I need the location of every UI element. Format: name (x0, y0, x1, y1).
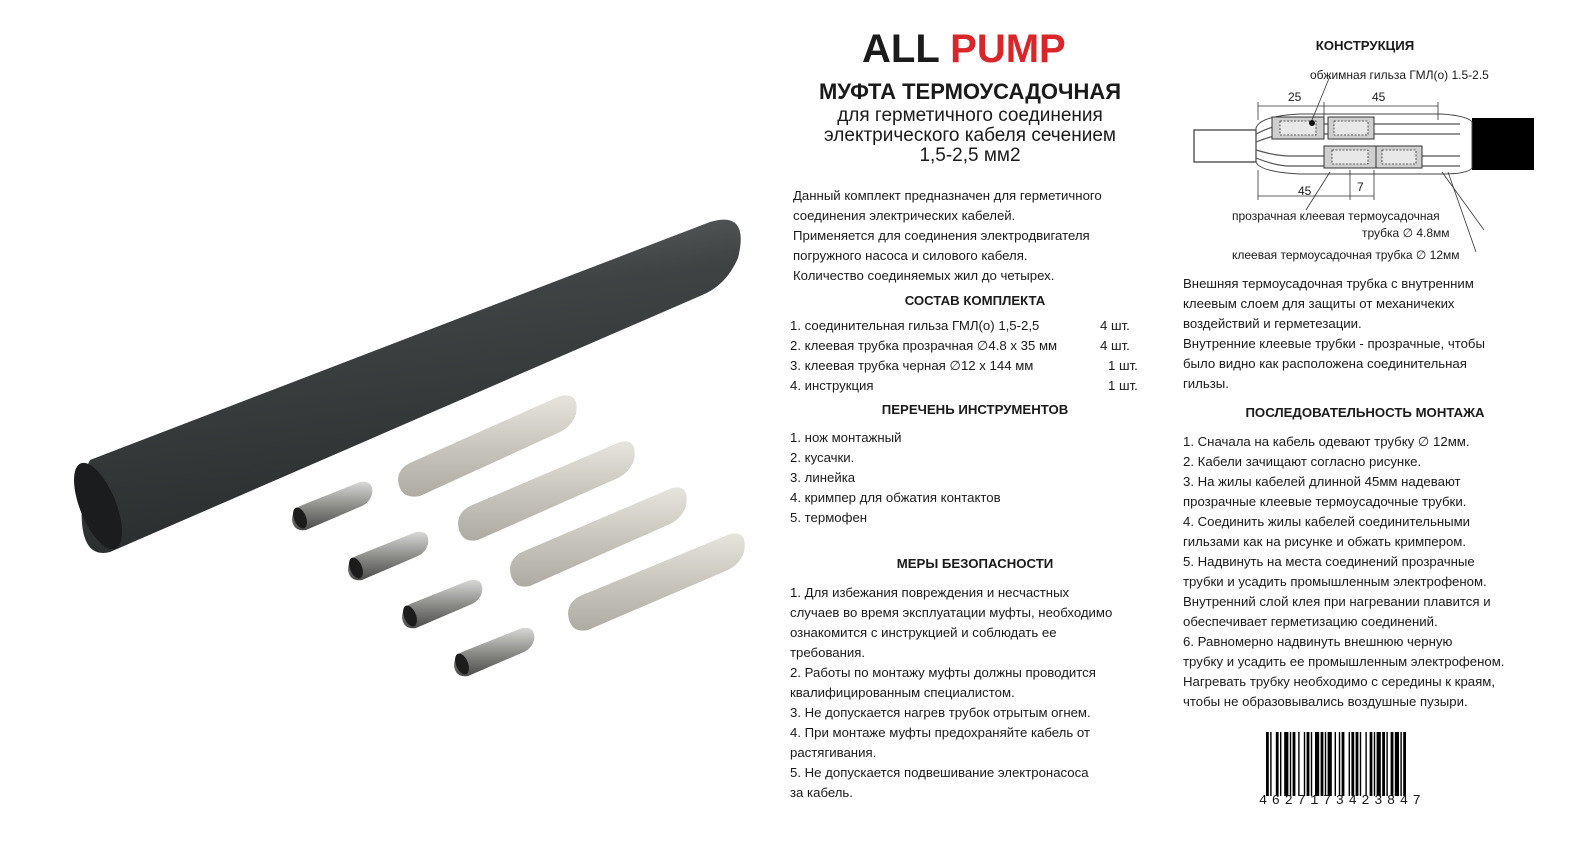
barcode-bar (1386, 732, 1387, 796)
kit-item: 3. клеевая трубка черная ∅12 х 144 мм 1 шт. (790, 358, 1138, 373)
barcode-bar (1290, 732, 1291, 796)
tools-item: 4. кримпер для обжатия контактов (790, 490, 1001, 505)
barcode-bar (1356, 732, 1359, 796)
kit-heading: СОСТАВ КОМПЛЕКТА (904, 293, 1046, 308)
product-photo (60, 200, 780, 700)
barcode-bar (1360, 732, 1361, 796)
sequence-heading: ПОСЛЕДОВАТЕЛЬНОСТЬ МОНТАЖА (1245, 405, 1485, 420)
label-clear-tube-2: трубка ∅ 4.8мм (1362, 226, 1450, 240)
crimp-sleeve (346, 532, 428, 581)
barcode-number: 4627173423847 (1259, 794, 1426, 809)
brand-logo-part2: PUMP (950, 27, 1066, 71)
barcode-bar (1298, 732, 1299, 796)
sequence-item: 5. Надвинуть на места соединений прозрачные трубки и усадить промышленным электрофеном. Внутренний слой клея при нагревании плавится и обеспечивает герметизацию соединений. (1183, 554, 1491, 629)
crimp-sleeve (452, 628, 534, 677)
safety-item: 2. Работы по монтажу муфты должны проводится квалифицированным специалистом. (790, 665, 1096, 700)
barcode (1266, 732, 1450, 796)
outer-tube-text: Внешняя термоусадочная трубка с внутренним клеевым слоем для защиты от механичеких воздействий и герметезации. Внутренние клеевые трубки - прозрачные, чтобы было видно как расположена соединительная гильзы. (1183, 276, 1485, 391)
safety-item: 3. Не допускается нагрев трубок отрытым огнем. (790, 705, 1091, 720)
barcode-bar (1395, 732, 1399, 796)
crimp-sleeve (290, 482, 372, 531)
tools-heading: ПЕРЕЧЕНЬ ИНСТРУМЕНТОВ (881, 402, 1069, 417)
cable-right (1472, 118, 1534, 170)
barcode-bar (1284, 732, 1288, 796)
barcode-bar (1270, 732, 1271, 796)
kit-item: 1. соединительная гильза ГМЛ(о) 1,5-2,5 4 шт. (790, 318, 1130, 333)
barcode-bar (1351, 732, 1354, 796)
barcode-bar (1403, 732, 1406, 796)
brand-logo (862, 26, 1122, 72)
tools-item: 2. кусачки. (790, 450, 855, 465)
barcode-bar (1370, 732, 1373, 796)
brand-logo-part1: ALL (862, 27, 940, 71)
barcode-bar (1377, 732, 1381, 796)
dim-45-top: 45 (1372, 90, 1386, 104)
sequence-item: 1. Сначала на кабель одевают трубку ∅ 12мм. (1183, 434, 1470, 449)
barcode-bar (1311, 732, 1312, 796)
barcode-bar (1276, 732, 1279, 796)
sequence-item: 3. На жилы кабелей длинной 45мм надевают прозрачные клеевые термоусадочные трубки. (1183, 474, 1467, 509)
dim-25: 25 (1288, 90, 1302, 104)
barcode-bar (1400, 732, 1401, 796)
barcode-bar (1321, 732, 1324, 796)
sequence-item: 4. Соединить жилы кабелей соединительными гильзами как на рисунке и обжать кримпером. (1183, 514, 1471, 549)
product-title: МУФТА ТЕРМОУСАДОЧНАЯ (818, 79, 1122, 104)
barcode-bar (1349, 732, 1350, 796)
barcode-bar (1315, 732, 1319, 796)
tools-list (790, 428, 1160, 528)
sequence-item: 6. Равномерно надвинуть внешнюю черную трубку и усадить ее промышленным электрофеном. Нагревать трубку необходимо с середины к краям, чтобы не образовывались воздушные пузыри. (1183, 634, 1505, 709)
sequence-item: 2. Кабели зачищают согласно рисунке. (1183, 454, 1422, 469)
dim-7: 7 (1357, 180, 1364, 194)
tools-item: 3. линейка (790, 470, 856, 485)
barcode-bar (1391, 732, 1394, 796)
construction-heading: КОНСТРУКЦИЯ (1315, 38, 1415, 53)
barcode-bar (1325, 732, 1326, 796)
barcode-bar (1266, 732, 1269, 796)
cable-left (1194, 130, 1256, 162)
safety-item: 5. Не допускается подвешивание электронасоса за кабель. (790, 765, 1089, 800)
barcode-bar (1339, 732, 1340, 796)
dim-45-bottom: 45 (1298, 184, 1312, 198)
tools-item: 5. термофен (790, 510, 868, 525)
label-sleeve: обжимная гильза ГМЛ(о) 1.5-2.5 (1310, 68, 1489, 82)
label-clear-tube-1: прозрачная клеевая термоусадочная (1232, 209, 1440, 223)
kit-item: 4. инструкция 1 шт. (790, 378, 1138, 393)
barcode-bar (1280, 732, 1281, 796)
barcode-bar (1335, 732, 1336, 796)
barcode-bar (1374, 732, 1375, 796)
safety-list (790, 583, 1160, 803)
barcode-bar (1304, 732, 1305, 796)
barcode-bar (1293, 732, 1296, 796)
barcode-bar (1365, 732, 1366, 796)
barcode-bar (1342, 732, 1345, 796)
kit-list (790, 316, 1160, 396)
barcode-bar (1328, 732, 1332, 796)
tools-item: 1. нож монтажный (790, 430, 902, 445)
safety-heading: МЕРЫ БЕЗОПАСНОСТИ (896, 556, 1054, 571)
safety-item: 4. При монтаже муфты предохраняйте кабель от растягивания. (790, 725, 1090, 760)
label-big-tube: клеевая термоусадочная трубка ∅ 12мм (1232, 248, 1460, 262)
barcode-bar (1382, 732, 1385, 796)
product-subtitle: для герметичного соединения электрического кабеля сечением 1,5-2,5 мм2 (824, 105, 1116, 166)
sequence-list (1183, 432, 1553, 712)
safety-item: 1. Для избежания повреждения и несчастных случаев во время эксплуатации муфты, необходимо ознакомится с инструкцией и соблюдать ее требования. (790, 585, 1113, 660)
crimp-sleeve (400, 580, 482, 629)
kit-item: 2. клеевая трубка прозрачная ∅4.8 х 35 мм 4 шт. (790, 338, 1130, 353)
intro-text: Данный комплект предназначен для герметичного соединения электрических кабелей. Применяется для соединения электродвигателя погружного насоса и силового кабеля. Количество соединяемых жил до четырех. (793, 188, 1102, 283)
barcode-bar (1307, 732, 1310, 796)
